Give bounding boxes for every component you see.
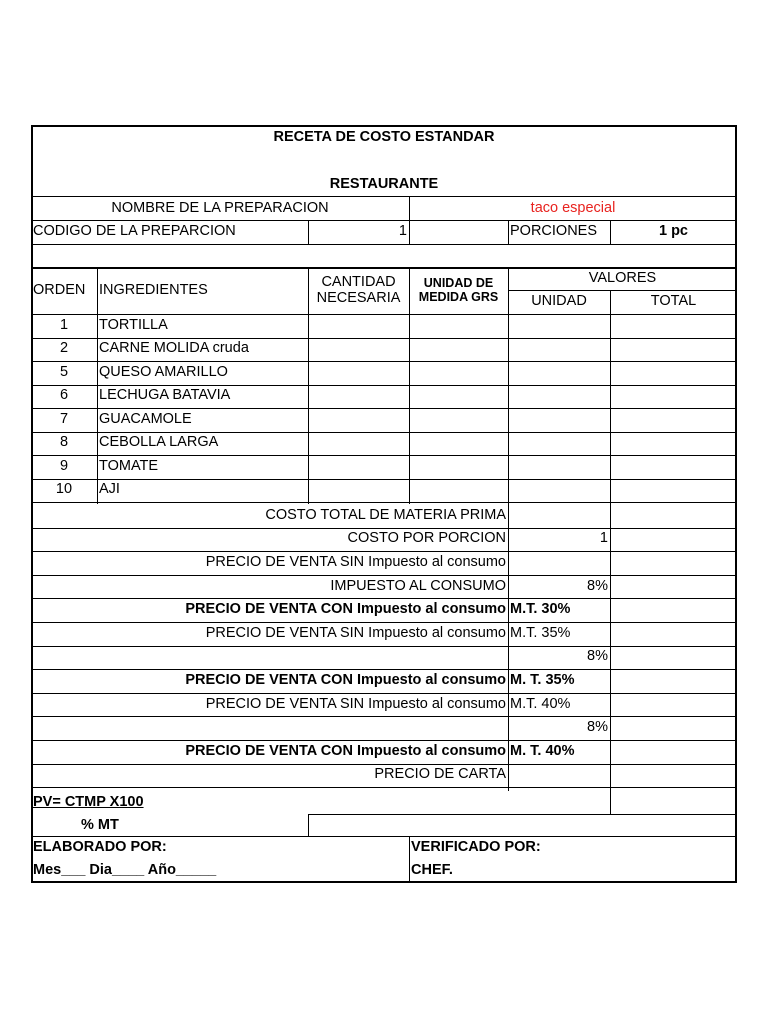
ingredient-name[interactable]: TOMATE xyxy=(99,457,159,474)
summary-label: PRECIO DE VENTA SIN Impuesto al consumo xyxy=(205,554,506,571)
column-unidad-medida-line2: MEDIDA GRS xyxy=(418,289,499,304)
ingredient-name[interactable]: CEBOLLA LARGA xyxy=(99,434,219,451)
grid-line xyxy=(610,290,611,504)
grid-line xyxy=(610,220,611,244)
grid-line xyxy=(31,669,737,670)
summary-value[interactable]: 8% xyxy=(587,577,608,594)
ingredient-name[interactable]: LECHUGA BATAVIA xyxy=(99,387,231,404)
sheet-title: RECETA DE COSTO ESTANDAR xyxy=(273,129,495,146)
grid-line xyxy=(31,455,737,456)
preparation-name-label: NOMBRE DE LA PREPARACION xyxy=(111,199,329,216)
ingredient-orden: 1 xyxy=(59,316,69,333)
ingredient-name[interactable]: QUESO AMARILLO xyxy=(99,363,228,380)
summary-label: PRECIO DE VENTA SIN Impuesto al consumo xyxy=(205,695,506,712)
summary-value[interactable]: M. T. 35% xyxy=(510,672,575,689)
ingredient-orden: 5 xyxy=(59,363,69,380)
summary-value[interactable]: M.T. 40% xyxy=(510,695,571,712)
chef-label: CHEF. xyxy=(411,861,453,878)
grid-line xyxy=(31,432,737,433)
summary-label: COSTO TOTAL DE MATERIA PRIMA xyxy=(265,506,506,523)
grid-line xyxy=(31,693,737,694)
portions-value[interactable]: 1 pc xyxy=(658,223,688,240)
grid-line xyxy=(31,622,737,623)
grid-line xyxy=(508,267,509,504)
preparation-name-value[interactable]: taco especial xyxy=(530,199,616,216)
preparation-code-label: CODIGO DE LA PREPARCION xyxy=(33,223,236,240)
grid-line xyxy=(508,290,737,291)
grid-line xyxy=(735,125,737,883)
ingredient-orden: 7 xyxy=(59,410,69,427)
summary-label: PRECIO DE VENTA CON Impuesto al consumo xyxy=(185,601,506,618)
summary-value[interactable]: M. T. 40% xyxy=(510,742,575,759)
summary-label: PRECIO DE VENTA CON Impuesto al consumo xyxy=(185,672,506,689)
summary-value[interactable]: 8% xyxy=(587,648,608,665)
formula-line1 xyxy=(31,791,308,814)
summary-label: PRECIO DE VENTA CON Impuesto al consumo xyxy=(185,742,506,759)
ingredient-name[interactable]: GUACAMOLE xyxy=(99,410,192,427)
grid-line xyxy=(308,814,737,815)
summary-label: PRECIO DE VENTA SIN Impuesto al consumo xyxy=(205,624,506,641)
grid-line xyxy=(31,716,737,717)
restaurant-label: RESTAURANTE xyxy=(329,176,439,193)
grid-line xyxy=(31,787,737,788)
column-valores: VALORES xyxy=(588,269,657,286)
grid-line xyxy=(409,836,410,883)
grid-line xyxy=(31,338,737,339)
column-cantidad-line1: CANTIDAD xyxy=(321,273,396,290)
grid-line xyxy=(508,220,509,244)
recipe-cost-sheet xyxy=(31,125,737,883)
column-total: TOTAL xyxy=(650,293,697,310)
ingredient-name[interactable]: AJI xyxy=(99,481,120,498)
date-fields[interactable]: Mes___ Dia____ Año_____ xyxy=(33,861,217,878)
formula-line1-text: PV= CTMP X100 xyxy=(33,793,144,810)
grid-line xyxy=(31,361,737,362)
grid-line xyxy=(31,125,33,883)
grid-line xyxy=(31,314,737,315)
summary-value[interactable]: M.T. 30% xyxy=(510,601,571,618)
grid-line xyxy=(31,881,737,883)
summary-value[interactable] xyxy=(508,504,610,528)
ingredient-orden: 10 xyxy=(55,481,73,498)
grid-line xyxy=(308,220,309,244)
column-unidad-medida-line1: UNIDAD DE xyxy=(423,275,494,290)
summary-label: IMPUESTO AL CONSUMO xyxy=(330,577,506,594)
grid-line xyxy=(31,196,737,197)
grid-line xyxy=(308,814,309,836)
ingredient-orden: 2 xyxy=(59,340,69,357)
ingredient-name[interactable]: TORTILLA xyxy=(99,316,168,333)
formula-line2: % MT xyxy=(81,816,119,833)
grid-line xyxy=(31,764,737,765)
summary-label xyxy=(31,716,508,740)
column-ingredientes: INGREDIENTES xyxy=(99,281,208,298)
column-unidad-medida xyxy=(409,267,508,314)
grid-line xyxy=(31,575,737,576)
grid-line xyxy=(308,267,309,504)
summary-label: COSTO POR PORCION xyxy=(347,530,506,547)
grid-line xyxy=(31,502,737,503)
grid-line xyxy=(31,385,737,386)
grid-line xyxy=(31,408,737,409)
ingredient-orden: 9 xyxy=(59,457,69,474)
grid-line xyxy=(31,836,737,837)
column-cantidad-line2: NECESARIA xyxy=(316,289,401,306)
column-orden: ORDEN xyxy=(33,281,86,298)
grid-line xyxy=(409,196,410,244)
grid-line xyxy=(409,267,410,504)
summary-value[interactable]: M.T. 35% xyxy=(510,624,571,641)
portions-label: PORCIONES xyxy=(510,223,598,240)
grid-line xyxy=(31,740,737,741)
grid-line xyxy=(31,551,737,552)
ingredient-orden: 6 xyxy=(59,387,69,404)
column-cantidad xyxy=(308,267,409,314)
summary-label: PRECIO DE CARTA xyxy=(374,766,506,783)
grid-line xyxy=(610,504,611,814)
grid-line xyxy=(97,267,98,504)
verificado-label: VERIFICADO POR: xyxy=(411,838,541,855)
summary-value[interactable] xyxy=(508,764,610,788)
preparation-code-value[interactable]: 1 xyxy=(398,223,407,240)
summary-value[interactable]: 1 xyxy=(599,530,608,547)
summary-label xyxy=(31,646,508,670)
column-unidad: UNIDAD xyxy=(531,293,587,310)
elaborado-label: ELABORADO POR: xyxy=(33,838,167,855)
grid-line xyxy=(31,528,737,529)
grid-line xyxy=(31,479,737,480)
summary-value[interactable] xyxy=(508,551,610,575)
summary-value[interactable]: 8% xyxy=(587,719,608,736)
grid-line xyxy=(31,220,737,221)
grid-line xyxy=(31,244,737,245)
ingredient-name[interactable]: CARNE MOLIDA cruda xyxy=(99,340,249,357)
ingredient-orden: 8 xyxy=(59,434,69,451)
grid-line xyxy=(31,125,737,127)
grid-line xyxy=(31,646,737,647)
grid-line xyxy=(508,504,509,791)
grid-line xyxy=(31,598,737,599)
grid-line xyxy=(31,267,737,269)
